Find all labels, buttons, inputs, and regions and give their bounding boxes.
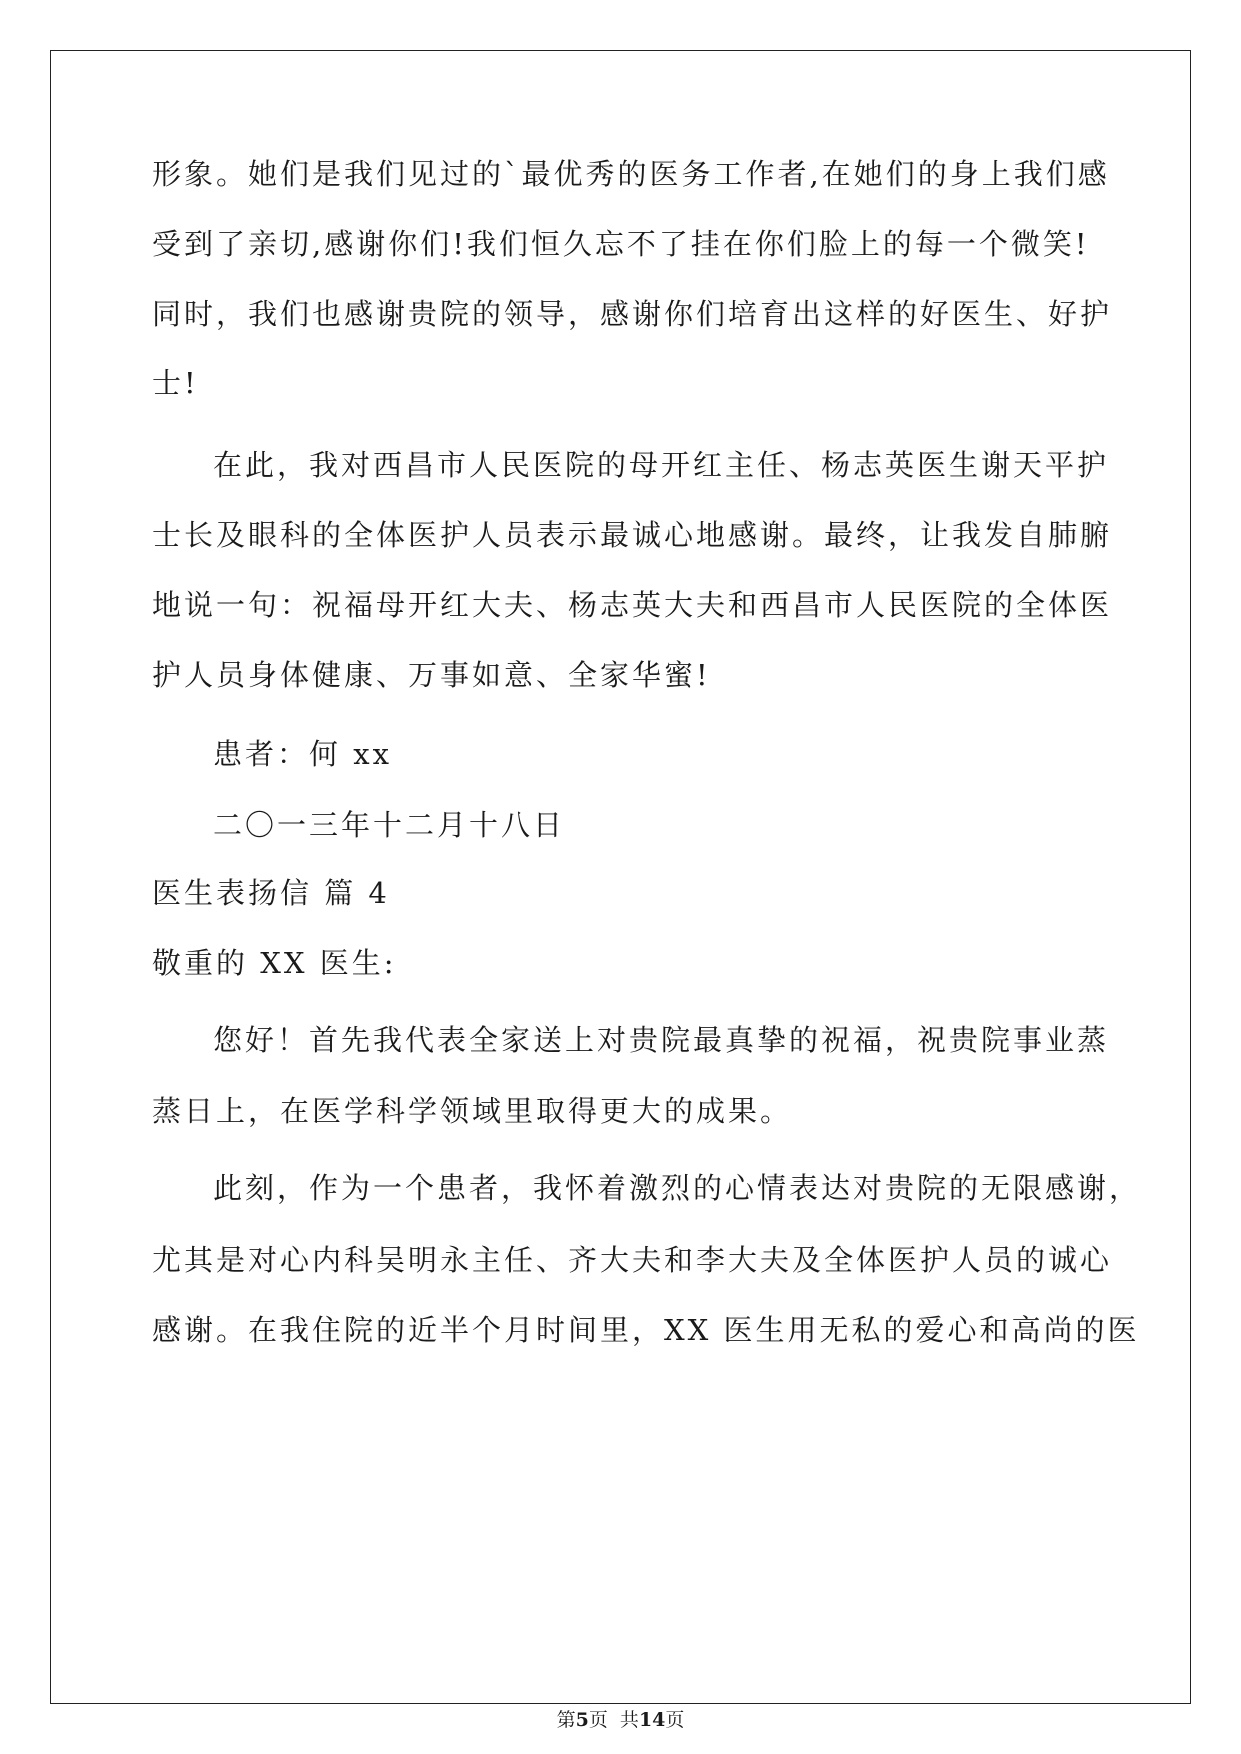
- text-line: 形象。她们是我们见过的`最优秀的医务工作者,在她们的身上我们感: [152, 157, 1110, 191]
- text-line: 尤其是对心内科吴明永主任、齐大夫和李大夫及全体医护人员的诚心: [152, 1243, 1113, 1277]
- section-heading: 医生表扬信 篇 4: [152, 876, 390, 910]
- text-line: 受到了亲切,感谢你们!我们恒久忘不了挂在你们脸上的每一个微笑!: [152, 227, 1090, 261]
- text-line: 同时，我们也感谢贵院的领导，感谢你们培育出这样的好医生、好护: [152, 297, 1113, 331]
- footer-suffix: 页: [665, 1709, 685, 1731]
- signature-patient: 患者：何 xx: [213, 737, 392, 771]
- salutation: 敬重的 XX 医生:: [152, 946, 397, 980]
- footer-mid: 页 共: [588, 1709, 639, 1731]
- text-line: 此刻，作为一个患者，我怀着激烈的心情表达对贵院的无限感谢，: [213, 1171, 1142, 1205]
- text-line: 地说一句：祝福母开红大夫、杨志英大夫和西昌市人民医院的全体医: [152, 588, 1113, 622]
- text-line: 蒸日上，在医学科学领域里取得更大的成果。: [152, 1094, 793, 1128]
- footer-page-number: 5: [575, 1709, 589, 1731]
- footer-total-pages: 14: [638, 1709, 666, 1731]
- page-footer: [0, 1705, 1241, 1732]
- text-line: 士!: [152, 366, 199, 400]
- text-line: 士长及眼科的全体医护人员表示最诚心地感谢。最终，让我发自肺腑: [152, 518, 1113, 552]
- text-line: 您好！首先我代表全家送上对贵院最真挚的祝福，祝贵院事业蒸: [213, 1023, 1110, 1057]
- text-line: 在此，我对西昌市人民医院的母开红主任、杨志英医生谢天平护: [213, 448, 1110, 482]
- footer-prefix: 第: [556, 1709, 576, 1731]
- text-line: 感谢。在我住院的近半个月时间里，XX 医生用无私的爱心和高尚的医: [152, 1313, 1140, 1347]
- text-line: 护人员身体健康、万事如意、全家华蜜!: [152, 658, 711, 692]
- signature-date: 二〇一三年十二月十八日: [213, 808, 566, 842]
